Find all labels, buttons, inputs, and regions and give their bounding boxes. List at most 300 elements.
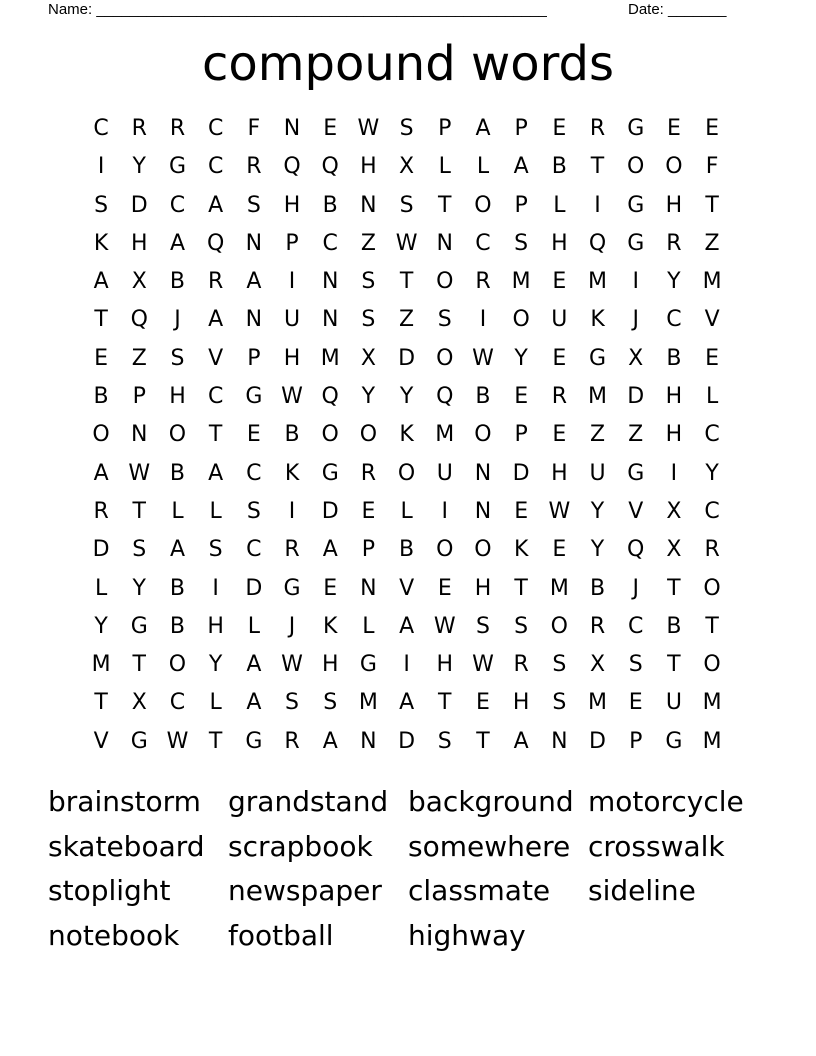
name-field-label: Name: ______________________________________________________: [48, 1, 547, 18]
grid-letter: P: [132, 384, 146, 410]
grid-letter: U: [589, 460, 606, 486]
grid-letter: E: [323, 116, 338, 141]
grid-letter: B: [666, 613, 682, 639]
grid-letter: B: [93, 384, 109, 410]
grid-letter: A: [208, 460, 224, 486]
grid-letter: T: [94, 690, 108, 716]
grid-letter: R: [169, 116, 186, 141]
letter-grid: [82, 110, 731, 761]
grid-letter: J: [632, 307, 639, 333]
grid-letter: E: [705, 116, 720, 141]
grid-letter: B: [589, 575, 606, 601]
grid-letter: M: [435, 422, 455, 448]
grid-letter: D: [512, 460, 530, 486]
grid-letter: S: [246, 498, 261, 524]
grid-letter: A: [399, 613, 415, 639]
grid-letter: H: [665, 192, 683, 218]
grid-letter: S: [132, 537, 147, 563]
grid-letter: O: [436, 269, 454, 295]
grid-letter: N: [131, 422, 148, 448]
grid-letter: E: [705, 345, 720, 371]
grid-letter: C: [207, 154, 224, 180]
grid-letter: B: [169, 575, 186, 601]
grid-letter: I: [441, 498, 449, 524]
grid-letter: Z: [360, 230, 376, 256]
grid-letter: R: [704, 537, 720, 563]
grid-letter: N: [321, 269, 339, 295]
grid-letter: E: [552, 269, 567, 295]
grid-letter: G: [665, 728, 683, 754]
grid-letter: M: [358, 690, 378, 716]
grid-letter: E: [514, 384, 529, 410]
grid-letter: G: [627, 460, 645, 486]
grid-letter: Q: [206, 230, 225, 256]
grid-letter: W: [281, 652, 303, 678]
grid-letter: S: [208, 537, 223, 563]
grid-letter: T: [514, 575, 528, 601]
grid-letter: H: [512, 690, 530, 716]
grid-letter: R: [589, 613, 606, 639]
grid-letter: W: [395, 230, 418, 256]
grid-letter: T: [667, 652, 681, 678]
grid-letter: C: [93, 116, 109, 141]
grid-letter: A: [399, 690, 415, 716]
grid-letter: R: [284, 537, 300, 563]
grid-letter: G: [283, 575, 301, 601]
grid-letter: G: [589, 345, 607, 371]
grid-letter: K: [93, 230, 109, 256]
grid-letter: A: [169, 230, 185, 256]
grid-letter: T: [94, 307, 108, 333]
grid-letter: U: [283, 307, 301, 333]
grid-letter: W: [433, 613, 456, 639]
grid-letter: N: [245, 230, 263, 256]
grid-letter: H: [551, 460, 568, 486]
grid-letter: L: [705, 384, 719, 410]
grid-letter: O: [436, 345, 454, 371]
grid-letter: L: [476, 154, 490, 180]
grid-letter: O: [359, 422, 378, 448]
grid-letter: K: [399, 422, 414, 448]
grid-letter: Y: [590, 537, 605, 563]
grid-letter: B: [666, 345, 682, 371]
grid-letter: H: [474, 575, 492, 601]
grid-letter: J: [632, 575, 639, 601]
grid-letter: L: [400, 498, 413, 524]
grid-letter: T: [705, 613, 719, 639]
grid-letter: A: [169, 537, 185, 563]
grid-letter: B: [475, 384, 491, 410]
grid-letter: Q: [283, 154, 301, 180]
grid-letter: R: [360, 460, 377, 486]
grid-letter: E: [552, 345, 567, 371]
grid-letter: T: [590, 154, 605, 180]
grid-letter: O: [474, 192, 492, 218]
grid-letter: I: [212, 575, 219, 601]
grid-letter: S: [399, 116, 414, 141]
grid-letter: O: [168, 652, 187, 678]
grid-letter: D: [245, 575, 263, 601]
grid-letter: R: [589, 116, 606, 141]
grid-letter: L: [94, 575, 108, 601]
grid-letter: W: [472, 345, 494, 371]
grid-letter: A: [208, 307, 224, 333]
grid-letter: G: [627, 230, 645, 256]
grid-letter: B: [284, 422, 300, 448]
grid-letter: E: [437, 575, 452, 601]
grid-letter: R: [513, 652, 529, 678]
grid-letter: C: [169, 192, 186, 218]
grid-letter: M: [702, 269, 722, 295]
grid-letter: A: [513, 154, 529, 180]
grid-letter: I: [670, 460, 678, 486]
grid-letter: O: [703, 652, 721, 678]
grid-letter: G: [130, 728, 148, 754]
word-list-item: background: [408, 785, 574, 818]
grid-letter: R: [131, 116, 147, 141]
grid-letter: H: [360, 154, 377, 180]
grid-letter: O: [92, 422, 110, 448]
grid-letter: T: [438, 690, 452, 716]
grid-letter: N: [360, 192, 377, 218]
word-list-item: classmate: [408, 874, 551, 907]
grid-letter: I: [288, 269, 296, 295]
grid-letter: G: [245, 728, 263, 754]
grid-letter: V: [704, 307, 720, 333]
grid-letter: N: [360, 728, 377, 754]
grid-letter: I: [594, 192, 601, 218]
grid-letter: A: [246, 652, 262, 678]
grid-letter: O: [512, 307, 530, 333]
grid-letter: D: [130, 192, 148, 218]
grid-letter: Q: [321, 154, 339, 180]
grid-letter: H: [321, 652, 339, 678]
grid-letter: E: [323, 575, 338, 601]
worksheet-header: [48, 0, 748, 22]
grid-letter: K: [284, 460, 300, 486]
grid-letter: H: [551, 230, 568, 256]
grid-letter: M: [320, 345, 340, 371]
grid-letter: G: [245, 384, 263, 410]
grid-letter: B: [551, 154, 567, 180]
grid-letter: O: [474, 537, 492, 563]
word-list-item: scrapbook: [228, 829, 373, 863]
grid-letter: E: [476, 690, 490, 716]
grid-letter: X: [131, 690, 147, 716]
grid-letter: X: [589, 652, 606, 678]
grid-letter: Y: [705, 460, 719, 486]
grid-letter: I: [403, 652, 410, 678]
grid-letter: Z: [589, 422, 606, 448]
grid-letter: R: [551, 384, 567, 410]
grid-letter: Q: [436, 384, 454, 410]
grid-letter: C: [628, 613, 644, 639]
grid-letter: V: [208, 345, 224, 371]
grid-letter: E: [552, 537, 567, 563]
word-list-item: sideline: [588, 874, 696, 907]
grid-letter: Y: [361, 384, 376, 410]
grid-letter: S: [437, 307, 452, 333]
grid-letter: K: [513, 537, 529, 563]
grid-letter: B: [322, 192, 338, 218]
grid-letter: Z: [704, 230, 720, 256]
grid-letter: L: [171, 498, 184, 524]
grid-letter: R: [246, 154, 262, 180]
grid-letter: B: [169, 613, 186, 639]
grid-letter: R: [284, 728, 300, 754]
grid-letter: S: [552, 652, 567, 678]
grid-letter: A: [93, 460, 109, 486]
grid-letter: H: [436, 652, 454, 678]
word-list-item: skateboard: [48, 829, 205, 863]
grid-letter: W: [548, 498, 571, 524]
grid-letter: W: [166, 728, 189, 754]
grid-letter: C: [169, 690, 186, 716]
grid-letter: Z: [131, 345, 147, 371]
grid-letter: S: [285, 690, 300, 716]
grid-letter: O: [321, 422, 339, 448]
grid-letter: O: [436, 537, 454, 563]
grid-letter: G: [130, 613, 148, 639]
grid-letter: N: [321, 307, 339, 333]
grid-letter: I: [288, 498, 296, 524]
grid-letter: A: [322, 537, 338, 563]
grid-letter: X: [628, 345, 644, 371]
grid-letter: P: [438, 116, 452, 141]
grid-letter: M: [702, 690, 722, 716]
word-list-item: motorcycle: [588, 785, 744, 818]
word-list-item: grandstand: [228, 785, 389, 818]
grid-letter: S: [628, 652, 643, 678]
grid-letter: E: [666, 116, 681, 141]
grid-letter: U: [551, 307, 568, 333]
grid-letter: S: [170, 345, 185, 371]
grid-letter: C: [207, 384, 224, 410]
grid-letter: I: [97, 154, 105, 180]
grid-letter: A: [513, 728, 529, 754]
grid-letter: T: [476, 728, 490, 754]
grid-letter: M: [588, 690, 608, 716]
grid-letter: H: [169, 384, 186, 410]
grid-letter: X: [399, 154, 415, 180]
grid-letter: Q: [130, 307, 148, 333]
grid-letter: M: [91, 652, 111, 678]
grid-letter: W: [281, 384, 303, 410]
grid-letter: Y: [94, 613, 108, 639]
grid-letter: V: [628, 498, 644, 524]
grid-letter: D: [589, 728, 606, 754]
grid-letter: A: [246, 269, 262, 295]
grid-letter: R: [475, 269, 491, 295]
grid-letter: C: [475, 230, 491, 256]
date-field-label: Date: _______: [628, 1, 727, 18]
grid-letter: Y: [590, 498, 605, 524]
grid-letter: X: [360, 345, 376, 371]
grid-letter: E: [552, 116, 567, 141]
grid-letter: S: [437, 728, 452, 754]
grid-letter: Q: [321, 384, 339, 410]
grid-letter: M: [511, 269, 531, 295]
grid-letter: P: [629, 728, 643, 754]
grid-letter: B: [169, 269, 186, 295]
grid-letter: G: [359, 652, 377, 678]
grid-letter: O: [397, 460, 416, 486]
grid-letter: N: [283, 116, 301, 141]
grid-letter: L: [362, 613, 375, 639]
grid-letter: C: [246, 537, 262, 563]
grid-letter: D: [92, 537, 110, 563]
grid-letter: G: [168, 154, 186, 180]
grid-letter: A: [322, 728, 338, 754]
grid-letter: S: [514, 230, 529, 256]
grid-letter: H: [665, 384, 683, 410]
grid-letter: E: [246, 422, 261, 448]
grid-letter: O: [703, 575, 721, 601]
grid-letter: O: [550, 613, 568, 639]
grid-letter: P: [514, 192, 528, 218]
grid-letter: W: [128, 460, 151, 486]
grid-letter: S: [361, 307, 376, 333]
grid-letter: I: [479, 307, 487, 333]
grid-letter: O: [474, 422, 492, 448]
grid-letter: C: [704, 498, 720, 524]
grid-letter: O: [168, 422, 187, 448]
grid-letter: R: [208, 269, 224, 295]
grid-letter: N: [360, 575, 377, 601]
grid-letter: X: [666, 498, 682, 524]
grid-letter: B: [169, 460, 186, 486]
grid-letter: I: [632, 269, 639, 295]
grid-letter: N: [474, 460, 492, 486]
grid-letter: K: [590, 307, 605, 333]
grid-letter: N: [551, 728, 568, 754]
grid-letter: C: [704, 422, 720, 448]
grid-letter: M: [588, 384, 608, 410]
grid-letter: L: [553, 192, 566, 218]
grid-letter: V: [399, 575, 415, 601]
grid-letter: S: [552, 690, 567, 716]
grid-letter: K: [323, 613, 338, 639]
grid-letter: D: [398, 345, 416, 371]
grid-letter: D: [627, 384, 645, 410]
grid-letter: O: [627, 154, 645, 180]
grid-letter: E: [628, 690, 643, 716]
grid-letter: P: [361, 537, 376, 563]
word-list-item: notebook: [48, 918, 180, 952]
grid-letter: W: [357, 116, 380, 141]
grid-letter: E: [361, 498, 376, 524]
grid-letter: E: [94, 345, 109, 371]
grid-letter: H: [283, 345, 301, 371]
grid-letter: N: [474, 498, 492, 524]
word-list-item: brainstorm: [48, 785, 201, 818]
grid-letter: S: [514, 613, 529, 639]
grid-letter: O: [665, 154, 683, 180]
grid-letter: A: [475, 116, 491, 141]
grid-letter: W: [472, 652, 494, 678]
grid-letter: V: [93, 728, 109, 754]
grid-letter: Y: [132, 575, 146, 601]
grid-letter: S: [323, 690, 338, 716]
grid-letter: Q: [627, 537, 645, 563]
grid-letter: S: [475, 613, 490, 639]
grid-letter: A: [93, 269, 109, 295]
grid-letter: C: [246, 460, 262, 486]
grid-letter: T: [132, 498, 146, 524]
grid-letter: F: [247, 116, 261, 141]
grid-letter: M: [702, 728, 722, 754]
grid-letter: P: [514, 422, 528, 448]
grid-letter: R: [93, 498, 109, 524]
word-list: [48, 780, 768, 958]
grid-letter: L: [209, 498, 222, 524]
word-list-item: crosswalk: [588, 829, 725, 863]
grid-letter: Y: [514, 345, 528, 371]
grid-letter: T: [208, 728, 223, 754]
grid-letter: T: [438, 192, 452, 218]
grid-letter: H: [665, 422, 683, 448]
grid-letter: N: [436, 230, 454, 256]
grid-letter: U: [665, 690, 682, 716]
grid-letter: T: [705, 192, 719, 218]
grid-letter: S: [361, 269, 376, 295]
grid-letter: L: [247, 613, 260, 639]
grid-letter: P: [285, 230, 299, 256]
grid-letter: T: [208, 422, 223, 448]
grid-letter: Q: [588, 230, 607, 256]
grid-letter: T: [132, 652, 146, 678]
word-list-item: somewhere: [408, 829, 571, 863]
grid-letter: R: [666, 230, 682, 256]
grid-letter: J: [288, 613, 296, 639]
word-list-item: newspaper: [228, 874, 382, 907]
grid-letter: G: [321, 460, 339, 486]
grid-letter: E: [552, 422, 567, 448]
grid-letter: A: [208, 192, 224, 218]
word-list-item: highway: [408, 918, 526, 952]
grid-letter: C: [207, 116, 224, 141]
grid-letter: Z: [399, 307, 415, 333]
grid-letter: A: [246, 690, 262, 716]
grid-letter: D: [321, 498, 339, 524]
grid-letter: Y: [667, 269, 681, 295]
grid-letter: H: [131, 230, 148, 256]
grid-letter: P: [247, 345, 261, 371]
grid-letter: H: [283, 192, 301, 218]
page-title: compound words: [202, 36, 614, 92]
word-list-item: stoplight: [48, 874, 171, 907]
grid-letter: S: [399, 192, 414, 218]
grid-letter: C: [322, 230, 338, 256]
grid-letter: H: [207, 613, 224, 639]
grid-letter: N: [245, 307, 263, 333]
grid-letter: G: [627, 192, 645, 218]
grid-letter: Y: [399, 384, 414, 410]
grid-letter: G: [627, 116, 645, 141]
grid-letter: X: [666, 537, 682, 563]
grid-letter: X: [131, 269, 147, 295]
grid-letter: T: [667, 575, 681, 601]
grid-letter: U: [436, 460, 453, 486]
grid-letter: F: [705, 154, 719, 180]
grid-letter: S: [94, 192, 109, 218]
grid-letter: M: [549, 575, 569, 601]
grid-letter: P: [514, 116, 528, 141]
grid-letter: D: [398, 728, 416, 754]
word-list-item: football: [228, 918, 334, 952]
grid-letter: Y: [132, 154, 146, 180]
grid-letter: M: [588, 269, 608, 295]
